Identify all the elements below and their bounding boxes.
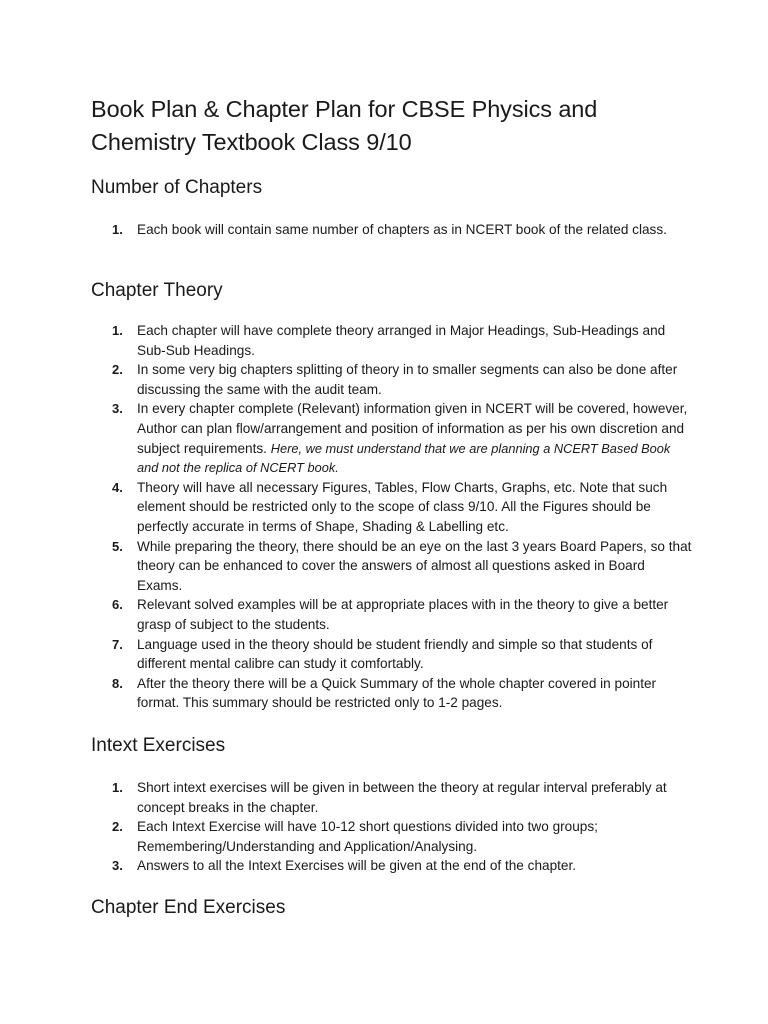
list-item — [112, 360, 692, 399]
list-item — [112, 817, 692, 856]
list-item-number: 2. — [112, 362, 123, 378]
section-heading-chapter-end-exercises: Chapter End Exercises — [91, 897, 286, 918]
list-item-number: 3. — [112, 858, 123, 874]
section-heading-intext-exercises: Intext Exercises — [91, 735, 226, 756]
list-item — [112, 321, 692, 360]
list-item — [112, 478, 692, 537]
list-item-text: Each chapter will have complete theory arranged in Major Headings, Sub-Headings and Sub-Sub Headings. — [137, 323, 666, 358]
chapter-theory-list — [112, 321, 692, 713]
list-item — [112, 674, 692, 713]
list-item-number: 1. — [112, 780, 123, 795]
list-item-number: 2. — [112, 819, 123, 835]
page-title — [91, 93, 691, 159]
list-item-number: 8. — [112, 675, 123, 691]
list-item-text: In every chapter complete (Relevant) information given in NCERT will be covered, however, Author can plan flow/arrangement and position of information as per his own discretion and subject requirements. — [137, 401, 688, 456]
list-item-number: 5. — [112, 538, 123, 554]
list-item — [112, 399, 692, 477]
list-item — [112, 537, 692, 596]
list-item-text: Each book will contain same number of chapters as in NCERT book of the related class. — [137, 222, 667, 237]
list-item-text: Answers to all the Intext Exercises will be given at the end of the chapter. — [137, 858, 577, 874]
section-heading-number-of-chapters: Number of Chapters — [91, 177, 263, 198]
page-title-line-2: Chemistry Textbook Class 9/10 — [91, 129, 412, 155]
list-item-text: In some very big chapters splitting of theory in to smaller segments can also be done after discussing the same with the audit team. — [137, 362, 678, 397]
list-item — [112, 856, 692, 876]
number-of-chapters-list — [112, 220, 692, 240]
list-item-text: Each Intext Exercise will have 10-12 short questions divided into two groups; Remembering/Understanding and Application/Analysing. — [137, 819, 598, 854]
section-heading-chapter-theory: Chapter Theory — [91, 280, 223, 301]
list-item-text: Theory will have all necessary Figures, Tables, Flow Charts, Graphs, etc. Note that such element should be restricted only to the scope of class 9/10. All the Figures should be perfectly accurate in terms of Shape, Shading & Labelling etc. — [137, 479, 668, 534]
list-item — [112, 595, 692, 634]
list-item-number: 1. — [112, 222, 123, 237]
list-item-number: 4. — [112, 479, 123, 495]
intext-exercises-list — [112, 778, 692, 876]
list-item — [112, 635, 692, 674]
list-item-number: 3. — [112, 401, 123, 417]
list-item-text: Language used in the theory should be student friendly and simple so that students of different mental calibre can study it comfortably. — [137, 636, 653, 672]
list-item-text: Relevant solved examples will be at appropriate places with in the theory to give a better grasp of subject to the students. — [137, 597, 669, 632]
list-item-text: After the theory there will be a Quick Summary of the whole chapter covered in pointer format. This summary should be restricted only to 1-2 pages. — [137, 675, 657, 711]
list-item-number: 7. — [112, 636, 123, 652]
page-title-line-1: Book Plan & Chapter Plan for CBSE Physics and — [91, 96, 598, 122]
list-item-text: Short intext exercises will be given in between the theory at regular interval preferably at concept breaks in the chapter. — [137, 780, 667, 815]
list-item — [112, 778, 692, 817]
list-item-text: While preparing the theory, there should be an eye on the last 3 years Board Papers, so that theory can be enhanced to cover the answers of almost all questions asked in Board Exams. — [137, 538, 692, 593]
list-item-number: 1. — [112, 323, 123, 338]
list-item-number: 6. — [112, 597, 123, 613]
list-item — [112, 220, 692, 240]
list-item-emphasis: Here, we must understand that we are planning a NCERT Based Book and not the replica of NCERT book. — [137, 440, 671, 476]
